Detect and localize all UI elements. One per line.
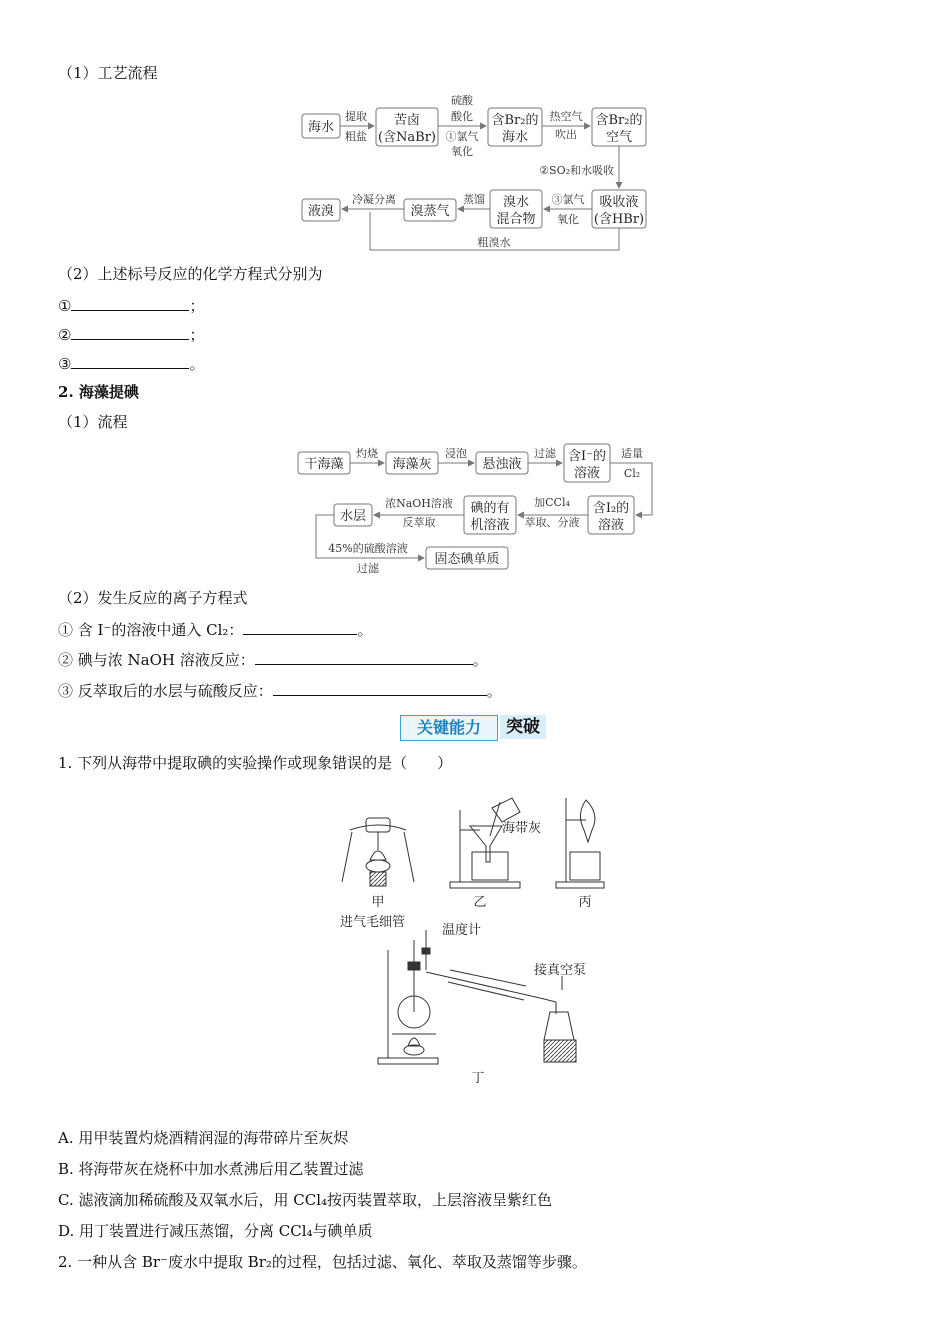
section2-title bbox=[58, 382, 139, 402]
equation-line-2 bbox=[58, 325, 204, 345]
option-a[interactable]: A. 用甲装置灼烧酒精润湿的海带碎片至灰烬 bbox=[58, 1129, 349, 1147]
flow-label: ①氯气 bbox=[445, 130, 479, 143]
question-text: ③ 反萃取后的水层与硫酸反应： bbox=[58, 682, 273, 700]
alcohol-lamp bbox=[366, 860, 390, 872]
separatory-funnel bbox=[580, 800, 594, 842]
flow-text: 悬浊液 bbox=[482, 457, 522, 472]
eq-end: 。 bbox=[189, 355, 205, 373]
stand-base bbox=[450, 882, 520, 888]
flow-label: 提取 bbox=[345, 110, 367, 123]
flow-label: 氧化 bbox=[451, 145, 473, 158]
option-d[interactable]: D. 用丁装置进行减压蒸馏，分离 CCl₄与碘单质 bbox=[58, 1222, 373, 1240]
flame bbox=[370, 851, 386, 860]
ion-equation-3 bbox=[58, 681, 502, 701]
flow-text: 海水 bbox=[307, 120, 335, 135]
answer-blank[interactable] bbox=[71, 354, 189, 369]
flow-label: Cl₂ bbox=[623, 467, 641, 480]
option-b[interactable]: B. 将海带灰在烧杯中加水煮沸后用乙装置过滤 bbox=[58, 1160, 364, 1178]
flow-text: 空气 bbox=[605, 130, 633, 145]
flow-text: 固态碘单质 bbox=[434, 552, 500, 567]
label-yi: 乙 bbox=[473, 895, 487, 910]
equation-line-3 bbox=[58, 354, 204, 374]
condenser-outer-bottom bbox=[448, 982, 524, 1000]
adapter bbox=[540, 998, 556, 1002]
question1-stem: 1. 下列从海带中提取碘的实验操作或现象错误的是（ ） bbox=[58, 754, 453, 772]
label-ding: 丁 bbox=[471, 1071, 485, 1086]
stopper bbox=[408, 962, 420, 970]
flow-text: 含I⁻的 bbox=[568, 449, 606, 464]
question-text: ① 含 I⁻的溶液中通入 Cl₂： bbox=[58, 621, 244, 639]
flow-label: ②SO₂和水吸收 bbox=[539, 164, 614, 177]
section1-subtitle: （1）工艺流程 bbox=[58, 64, 158, 82]
flow-text: 溴蒸气 bbox=[410, 204, 450, 219]
flow-text: 溶液 bbox=[597, 518, 625, 533]
flow-label: 热空气 bbox=[549, 110, 583, 123]
flow-label: 过滤 bbox=[534, 447, 556, 460]
answer-blank[interactable] bbox=[255, 650, 473, 665]
beaker bbox=[570, 852, 600, 880]
flow-text: 液溴 bbox=[307, 204, 335, 219]
answer-blank[interactable] bbox=[71, 296, 189, 311]
section2-subtitle-2: （2）发生反应的离子方程式 bbox=[58, 589, 248, 607]
condenser-outer-top bbox=[450, 970, 526, 986]
section-banner bbox=[400, 715, 552, 741]
flow-label: 浓NaOH溶液 bbox=[385, 497, 453, 510]
flow-label: 硫酸 bbox=[451, 94, 473, 107]
flow-label: ③氯气 bbox=[551, 193, 585, 206]
flow-text: 含Br₂的 bbox=[595, 113, 643, 128]
label-bing: 丙 bbox=[578, 895, 592, 910]
flow-text: 机溶液 bbox=[470, 518, 510, 533]
eq-end: ； bbox=[189, 326, 205, 344]
option-c[interactable]: C. 滤液滴加稀硫酸及双氧水后，用 CCl₄按丙装置萃取，上层溶液呈紫红色 bbox=[58, 1191, 553, 1209]
flow-text: 苦卤 bbox=[393, 113, 421, 128]
flow-text: 碘的有 bbox=[470, 501, 510, 516]
eq-end: ； bbox=[189, 297, 205, 315]
flow-label: 粗盐 bbox=[345, 130, 367, 143]
bromine-flowchart bbox=[298, 92, 658, 254]
banner-breakthrough: 突破 bbox=[500, 715, 546, 739]
label-vacuum-pump: 接真空泵 bbox=[534, 963, 587, 978]
label-capillary: 进气毛细管 bbox=[340, 915, 406, 930]
funnel bbox=[470, 826, 502, 862]
flow-label: 适量 bbox=[621, 447, 643, 460]
pouring-beaker bbox=[492, 798, 520, 822]
section1-subtitle-2: （2）上述标号反应的化学方程式分别为 bbox=[58, 265, 323, 283]
flow-text: 溴水 bbox=[502, 195, 530, 210]
flow-label: 过滤 bbox=[357, 562, 379, 575]
flow-text: 水层 bbox=[339, 509, 367, 524]
flow-text: 溶液 bbox=[573, 466, 601, 481]
flow-label: 氧化 bbox=[557, 213, 579, 226]
label-thermometer: 温度计 bbox=[442, 923, 482, 938]
flow-text: 吸收液 bbox=[599, 195, 639, 210]
lamp-base bbox=[370, 872, 386, 886]
question-text: ② 碘与浓 NaOH 溶液反应： bbox=[58, 651, 255, 669]
flow-text: 干海藻 bbox=[304, 457, 344, 472]
tripod-leg bbox=[342, 832, 352, 882]
thermometer-stopper bbox=[422, 948, 430, 954]
flow-label: 粗溴水 bbox=[477, 236, 511, 249]
eq-mark: ③ bbox=[58, 355, 72, 373]
eq-end: 。 bbox=[357, 621, 373, 639]
answer-blank[interactable] bbox=[273, 681, 487, 696]
answer-blank[interactable] bbox=[243, 620, 357, 635]
answer-blank[interactable] bbox=[71, 325, 189, 340]
flow-label: 酸化 bbox=[451, 110, 473, 123]
flow-text: 混合物 bbox=[496, 212, 536, 227]
banner-key-ability: 关键能力 bbox=[400, 715, 498, 741]
eq-mark: ② bbox=[58, 326, 72, 344]
flow-label: 45%的硫酸溶液 bbox=[328, 542, 408, 555]
flow-text: 含Br₂的 bbox=[491, 113, 539, 128]
flow-label: 蒸馏 bbox=[463, 193, 485, 206]
flow-label: 萃取、分液 bbox=[524, 516, 580, 529]
section-number: 2 bbox=[58, 383, 69, 401]
tripod-leg bbox=[404, 832, 414, 882]
iodine-flowchart bbox=[296, 440, 660, 580]
ion-equation-1 bbox=[58, 620, 372, 640]
flow-label: 冷凝分离 bbox=[352, 193, 396, 206]
eq-end: 。 bbox=[472, 651, 488, 669]
block bbox=[544, 1040, 576, 1062]
flow-label: 吹出 bbox=[555, 128, 577, 141]
receiving-flask bbox=[544, 1012, 574, 1040]
ion-equation-2 bbox=[58, 650, 488, 670]
label-haidaihui: 海带灰 bbox=[502, 821, 542, 836]
flow-label: 浸泡 bbox=[445, 447, 467, 460]
flow-text: (含NaBr) bbox=[377, 130, 437, 145]
flow-text: (含HBr) bbox=[593, 212, 645, 227]
eq-end: 。 bbox=[486, 682, 502, 700]
apparatus-figure bbox=[330, 790, 620, 1090]
stand-base bbox=[556, 882, 604, 888]
section-title-text: . 海藻提碘 bbox=[68, 383, 139, 401]
label-jia: 甲 bbox=[371, 895, 385, 910]
flow-label: 反萃取 bbox=[402, 516, 436, 529]
flow-text: 海水 bbox=[501, 130, 529, 145]
flow-label: 灼烧 bbox=[356, 447, 378, 460]
equation-line-1 bbox=[58, 296, 204, 316]
flow-text: 海藻灰 bbox=[392, 457, 432, 472]
crucible-lid bbox=[350, 825, 406, 830]
section2-subtitle: （1）流程 bbox=[58, 413, 128, 431]
stand-base bbox=[378, 1058, 438, 1064]
flow-label: 加CCl₄ bbox=[534, 496, 570, 509]
question2-stem: 2. 一种从含 Br⁻废水中提取 Br₂的过程，包括过滤、氧化、萃取及蒸馏等步骤。 bbox=[58, 1253, 587, 1271]
eq-mark: ① bbox=[58, 297, 72, 315]
flow-text: 含I₂的 bbox=[592, 501, 630, 516]
